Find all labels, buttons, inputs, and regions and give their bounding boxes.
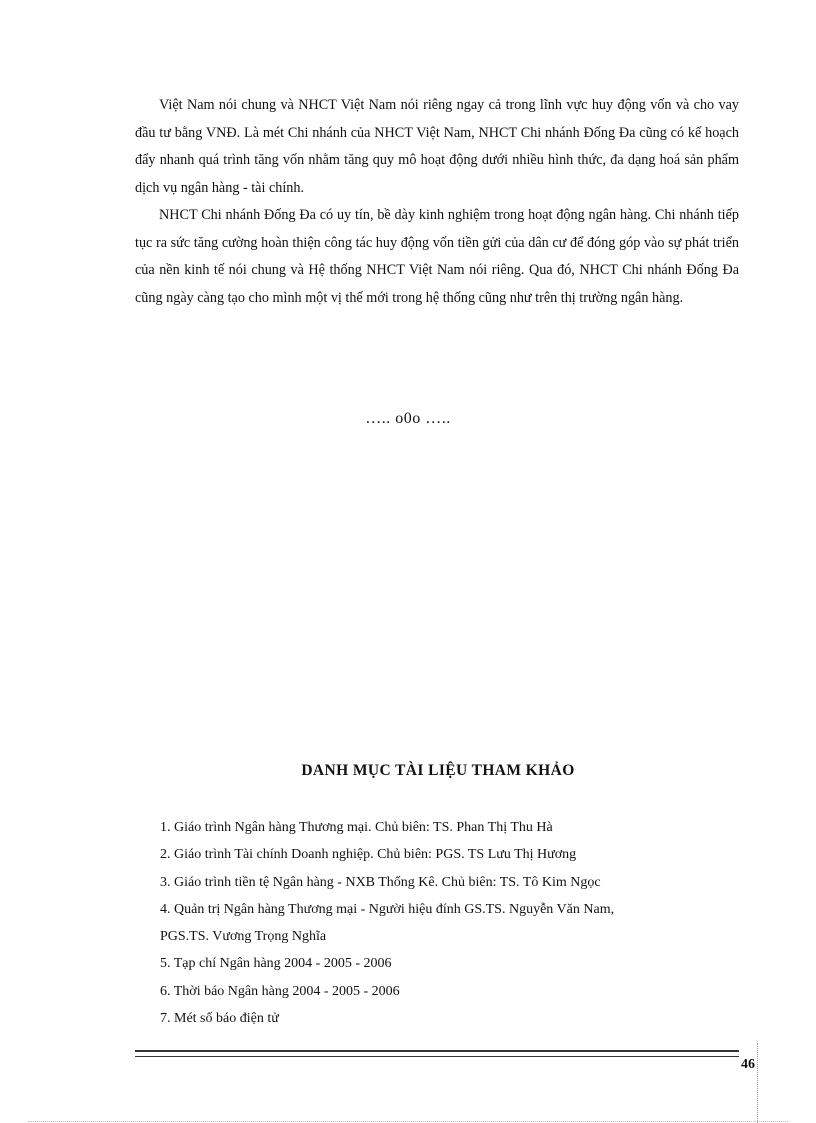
footer-rule	[135, 1050, 739, 1057]
paragraph-1: Việt Nam nói chung và NHCT Việt Nam nói riêng ngay cả trong lĩnh vực huy động vốn và cho vay đầu tư bằng VNĐ. Là mét Chi nhánh của NHCT Việt Nam, NHCT Chi nhánh Đống Đa cũng có kế hoạch đẩy nhanh quá trình tăng vốn nhằm tăng quy mô hoạt động dưới nhiều hình thức, đa dạng hoá sản phẩm dịch vụ ngân hàng - tài chính.	[135, 97, 739, 196]
page-border-bottom	[28, 1121, 788, 1122]
body-text	[135, 92, 739, 312]
reference-item-1: 1. Giáo trình Ngân hàng Thương mại. Chủ biên: TS. Phan Thị Thu Hà	[160, 820, 553, 835]
references-title: DANH MỤC TÀI LIỆU THAM KHẢO	[301, 762, 575, 779]
reference-item-4: 4. Quản trị Ngân hàng Thương mại - Người hiệu đính GS.TS. Nguyễn Văn Nam,	[160, 901, 615, 917]
reference-item-2: 2. Giáo trình Tài chính Doanh nghiệp. Chủ biên: PGS. TS Lưu Thị Hương	[160, 847, 577, 863]
page-number: 46	[741, 1057, 755, 1072]
reference-item-7: 7. Mét số báo điện tử	[160, 1011, 279, 1027]
reference-item-3: 3. Giáo trình tiền tệ Ngân hàng - NXB Thống Kê. Chủ biên: TS. Tô Kim Ngọc	[160, 874, 601, 890]
references-list	[160, 814, 720, 1032]
reference-item-4-continued: PGS.TS. Vương Trọng Nghĩa	[160, 929, 327, 945]
reference-item-5: 5. Tạp chí Ngân hàng 2004 - 2005 - 2006	[160, 956, 392, 972]
paragraph-2: NHCT Chi nhánh Đống Đa có uy tín, bề dày kinh nghiệm trong hoạt động ngân hàng. Chi nhánh tiếp tục ra sức tăng cường hoàn thiện công tác huy động vốn tiền gửi của dân cư để đóng góp vào sự phát triển của nền kinh tế nói chung và Hệ thống NHCT Việt Nam nói riêng. Qua đó, NHCT Chi nhánh Đống Đa cũng ngày càng tạo cho mình một vị thế mới trong hệ thống cũng như trên thị trường ngân hàng.	[135, 207, 739, 306]
reference-item-6: 6. Thời báo Ngân hàng 2004 - 2005 - 2006	[160, 983, 400, 999]
page-border-right	[757, 1043, 758, 1123]
section-separator: ….. o0o …..	[365, 410, 451, 427]
